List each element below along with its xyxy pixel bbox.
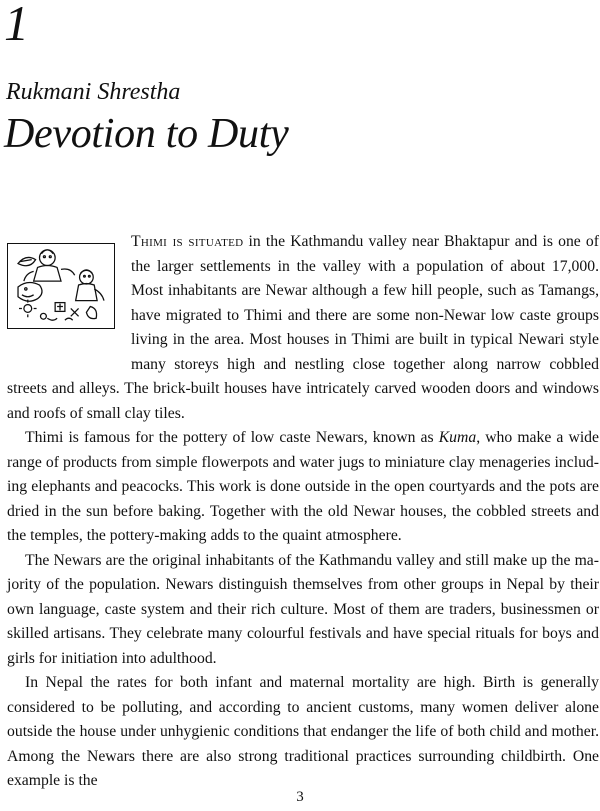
- paragraph-1-lead: Thimi is situated: [131, 233, 244, 250]
- body-text: [7, 230, 599, 794]
- paragraph-2-text-b: , who make a wide range of products from simple flowerpots and water jugs to miniature clay menageries including elephants and peacocks. This work is done outside in the open courtyards and the pots are dried in the sun before baking. Together with the old Newar houses, the cobbled streets and the temples, the pottery-making adds to the quaint atmosphere.: [7, 429, 599, 544]
- paragraph-2-text-a: Thimi is famous for the pottery of low caste Newars, known as: [25, 429, 439, 446]
- chapter-author: Rukmani Shrestha: [6, 79, 181, 105]
- paragraph-3: The Newars are the original inhabitants of the Kathmandu valley and still make up the majority of the population. Newars distinguish themselves from other groups in Nepal by their own language, caste system and their rich culture. Most of them are traders, businessmen or skilled artisans. They celebrate many colourful festivals and have special rituals for boys and girls for initiation into adulthood.: [7, 551, 599, 667]
- paragraph-2-emphasis: Kuma: [438, 429, 477, 446]
- paragraph-1-text: in the Kathmandu valley near Bhaktapur and is one of the larger settlements in the valley with a population of about 17,000. Most inhabitants are Newar although a few hill people, such as Tamangs, have migrated to Thimi and there are some non-Newar low caste groups living in the area. Most houses in Thimi are built in typical Newari style many storeys high and nestling close together along narrow cobbled streets and alleys. The brick-built houses have intricately carved wooden doors and windows and roofs of small clay tiles.: [7, 233, 599, 422]
- chapter-title: Devotion to Duty: [4, 111, 289, 157]
- chapter-number: 1: [4, 0, 28, 51]
- paragraph-1: [7, 230, 599, 426]
- paragraph-2: [7, 426, 599, 549]
- page-number: 3: [296, 789, 304, 805]
- paragraph-4: In Nepal the rates for both infant and maternal mortality are high. Birth is generally considered to be polluting, and according to ancient customs, many women deliver alone outside the house under unhygienic conditions that endanger the life of both child and mother. Among the Newars there are also strong traditional practices surrounding childbirth. One example is the: [7, 674, 599, 789]
